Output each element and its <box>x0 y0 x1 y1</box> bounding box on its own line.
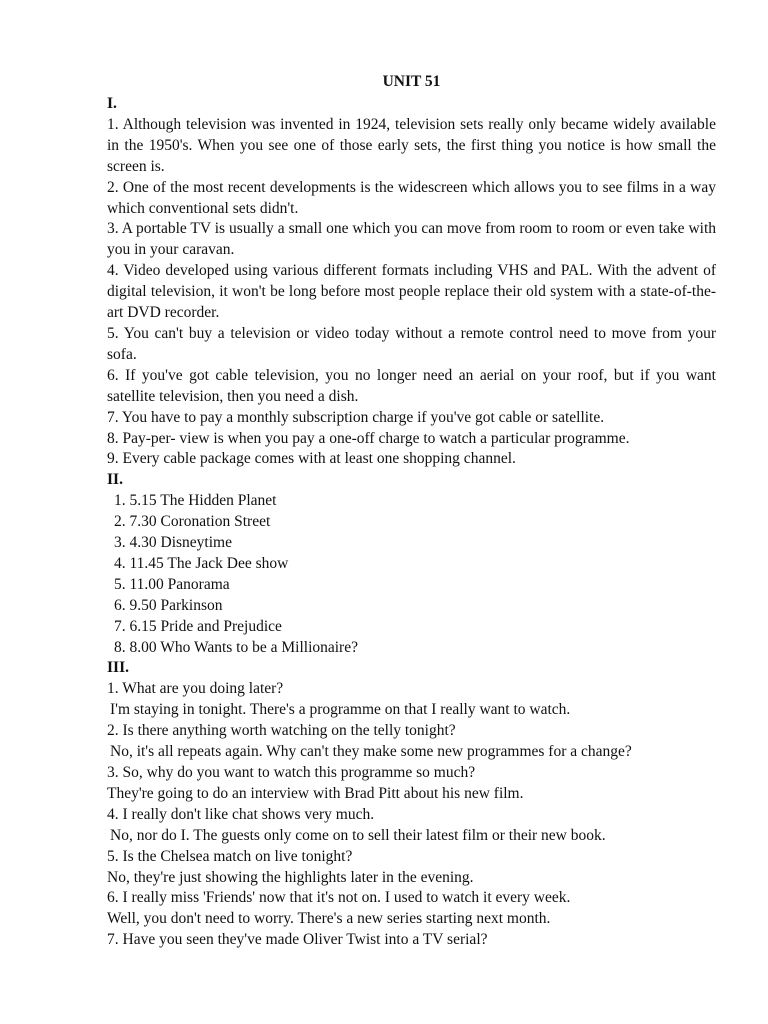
dialogue-answer-4: No, nor do I. The guests only come on to sell their latest film or their new book. <box>110 826 606 844</box>
dialogue-answer-3: They're going to do an interview with Brad Pitt about his new film. <box>107 784 524 802</box>
section2-item-7: 7. 6.15 Pride and Prejudice <box>114 617 282 635</box>
section2-item-6: 6. 9.50 Parkinson <box>114 596 223 614</box>
document-page <box>107 72 716 951</box>
dialogue-question-1: 1. What are you doing later? <box>107 680 284 698</box>
section1-item-6: 6. If you've got cable television, you no longer need an aerial on your roof, but if you want satellite television, then you need a dish. <box>107 366 716 405</box>
dialogue-question-5: 5. Is the Chelsea match on live tonight? <box>107 847 353 865</box>
section1-item-9: 9. Every cable package comes with at least one shopping channel. <box>107 450 516 468</box>
section2-item-1: 1. 5.15 The Hidden Planet <box>114 492 277 510</box>
section1-item-7: 7. You have to pay a monthly subscription charge if you've got cable or satellite. <box>107 408 605 426</box>
section2-item-8: 8. 8.00 Who Wants to be a Millionaire? <box>114 638 358 656</box>
section2-item-4: 4. 11.45 The Jack Dee show <box>114 554 289 572</box>
dialogue-answer-2: No, it's all repeats again. Why can't they make some new programmes for a change? <box>110 743 632 761</box>
section-heading-2: II. <box>107 471 123 489</box>
page-title: UNIT 51 <box>382 73 441 90</box>
dialogue-question-7: 7. Have you seen they've made Oliver Twist into a TV serial? <box>107 931 488 949</box>
dialogue-question-4: 4. I really don't like chat shows very much. <box>107 805 375 823</box>
section-heading-3: III. <box>107 659 129 677</box>
section2-item-2: 2. 7.30 Coronation Street <box>114 513 271 531</box>
section1-item-5: 5. You can't buy a television or video today without a remote control need to move from your sofa. <box>107 324 716 363</box>
section1-item-3: 3. A portable TV is usually a small one which you can move from room to room or even take with you in your caravan. <box>107 220 716 259</box>
section-heading-1: I. <box>107 95 117 112</box>
section1-item-2: 2. One of the most recent developments is the widescreen which allows you to see films in a way which conventional sets didn't. <box>107 178 716 217</box>
section1-item-4: 4. Video developed using various different formats including VHS and PAL. With the advent of digital television, it won't be long before most people replace their old system with a state-of-the-art DVD recorder. <box>107 262 716 322</box>
dialogue-answer-1: I'm staying in tonight. There's a programme on that I really want to watch. <box>110 701 571 719</box>
section1-item-8: 8. Pay-per- view is when you pay a one-off charge to watch a particular programme. <box>107 429 630 447</box>
dialogue-question-2: 2. Is there anything worth watching on the telly tonight? <box>107 722 456 740</box>
section1-item-1: 1. Although television was invented in 1924, television sets really only became widely available in the 1950's. When you see one of those early sets, the first thing you notice is how small the screen is. <box>107 115 716 175</box>
dialogue-answer-6: Well, you don't need to worry. There's a new series starting next month. <box>107 910 551 928</box>
section2-item-3: 3. 4.30 Disneytime <box>114 534 232 552</box>
dialogue-question-6: 6. I really miss 'Friends' now that it's not on. I used to watch it every week. <box>107 889 571 907</box>
section2-item-5: 5. 11.00 Panorama <box>114 575 230 593</box>
dialogue-answer-5: No, they're just showing the highlights later in the evening. <box>107 868 474 886</box>
dialogue-question-3: 3. So, why do you want to watch this programme so much? <box>107 764 476 781</box>
